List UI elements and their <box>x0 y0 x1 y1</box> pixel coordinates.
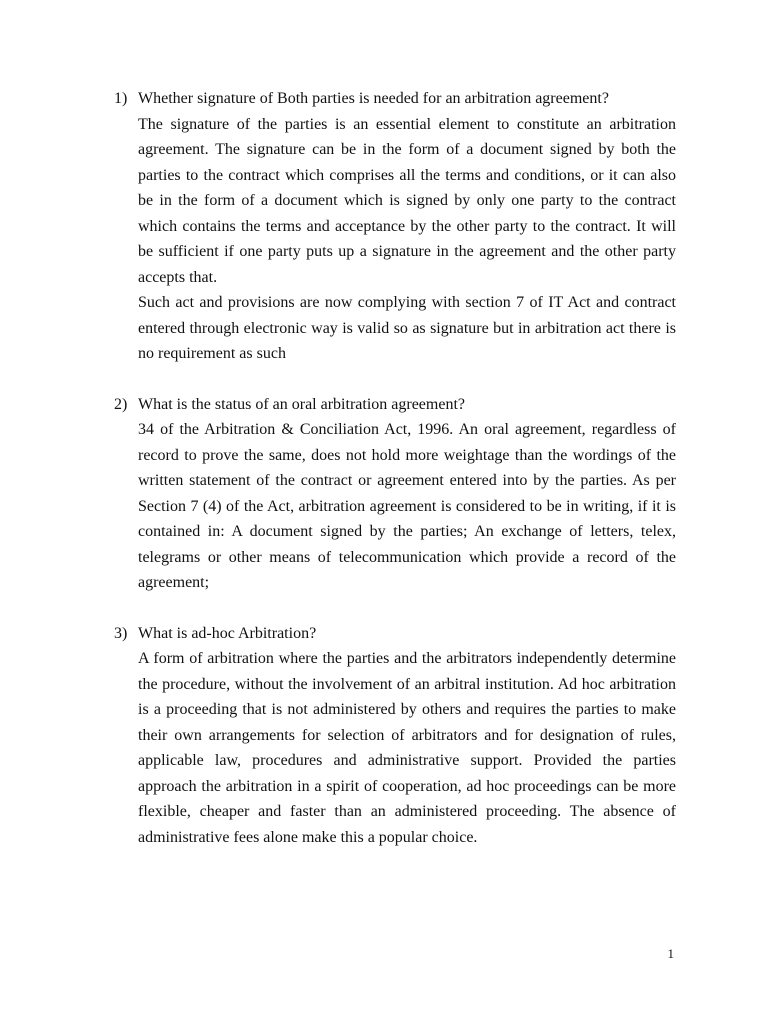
answer-paragraph: Such act and provisions are now complying with section 7 of IT Act and contract entered through electronic way is valid so as signature but in arbitration act there is no requirement as such <box>138 294 676 362</box>
question-heading: What is ad-hoc Arbitration? <box>138 624 317 642</box>
question-item-2 <box>114 392 676 596</box>
page-number: 1 <box>667 946 674 961</box>
answer-paragraph: A form of arbitration where the parties and the arbitrators independently determine the procedure, without the involvement of an arbitral institution. Ad hoc arbitration is a proceeding that is not administered by others and requires the parties to make their own arrangements for selection of arbitrators and for designation of rules, applicable law, procedures and administrative support. Provided the parties approach the arbitration in a spirit of cooperation, ad hoc proceedings can be more flexible, cheaper and faster than an administered proceeding. The absence of administrative fees alone make this a popular choice. <box>138 650 676 846</box>
question-number: 1) <box>114 90 128 107</box>
question-heading: Whether signature of Both parties is needed for an arbitration agreement? <box>138 90 609 107</box>
question-number: 3) <box>114 624 128 642</box>
question-item-3 <box>114 621 676 851</box>
question-heading: What is the status of an oral arbitration agreement? <box>138 395 465 413</box>
question-list <box>114 86 676 875</box>
question-item-1 <box>114 86 676 367</box>
answer-paragraph: The signature of the parties is an essential element to constitute an arbitration agreement. The signature can be in the form of a document signed by both the parties to the contract which comprises all the terms and conditions, or it can also be in the form of a document which is signed by only one party to the contract which contains the terms and acceptance by the other party to the contract. It will be sufficient if one party puts up a signature in the agreement and the other party accepts that. <box>138 115 676 286</box>
answer-paragraph: 34 of the Arbitration & Conciliation Act, 1996. An oral agreement, regardless of record to prove the same, does not hold more weightage than the wordings of the written statement of the contract or agreement entered into by the parties. As per Section 7 (4) of the Act, arbitration agreement is considered to be in writing, if it is contained in: A document signed by the parties; An exchange of letters, telex, telegrams or other means of telecommunication which provide a record of the agreement; <box>138 421 676 591</box>
question-number: 2) <box>114 395 128 413</box>
